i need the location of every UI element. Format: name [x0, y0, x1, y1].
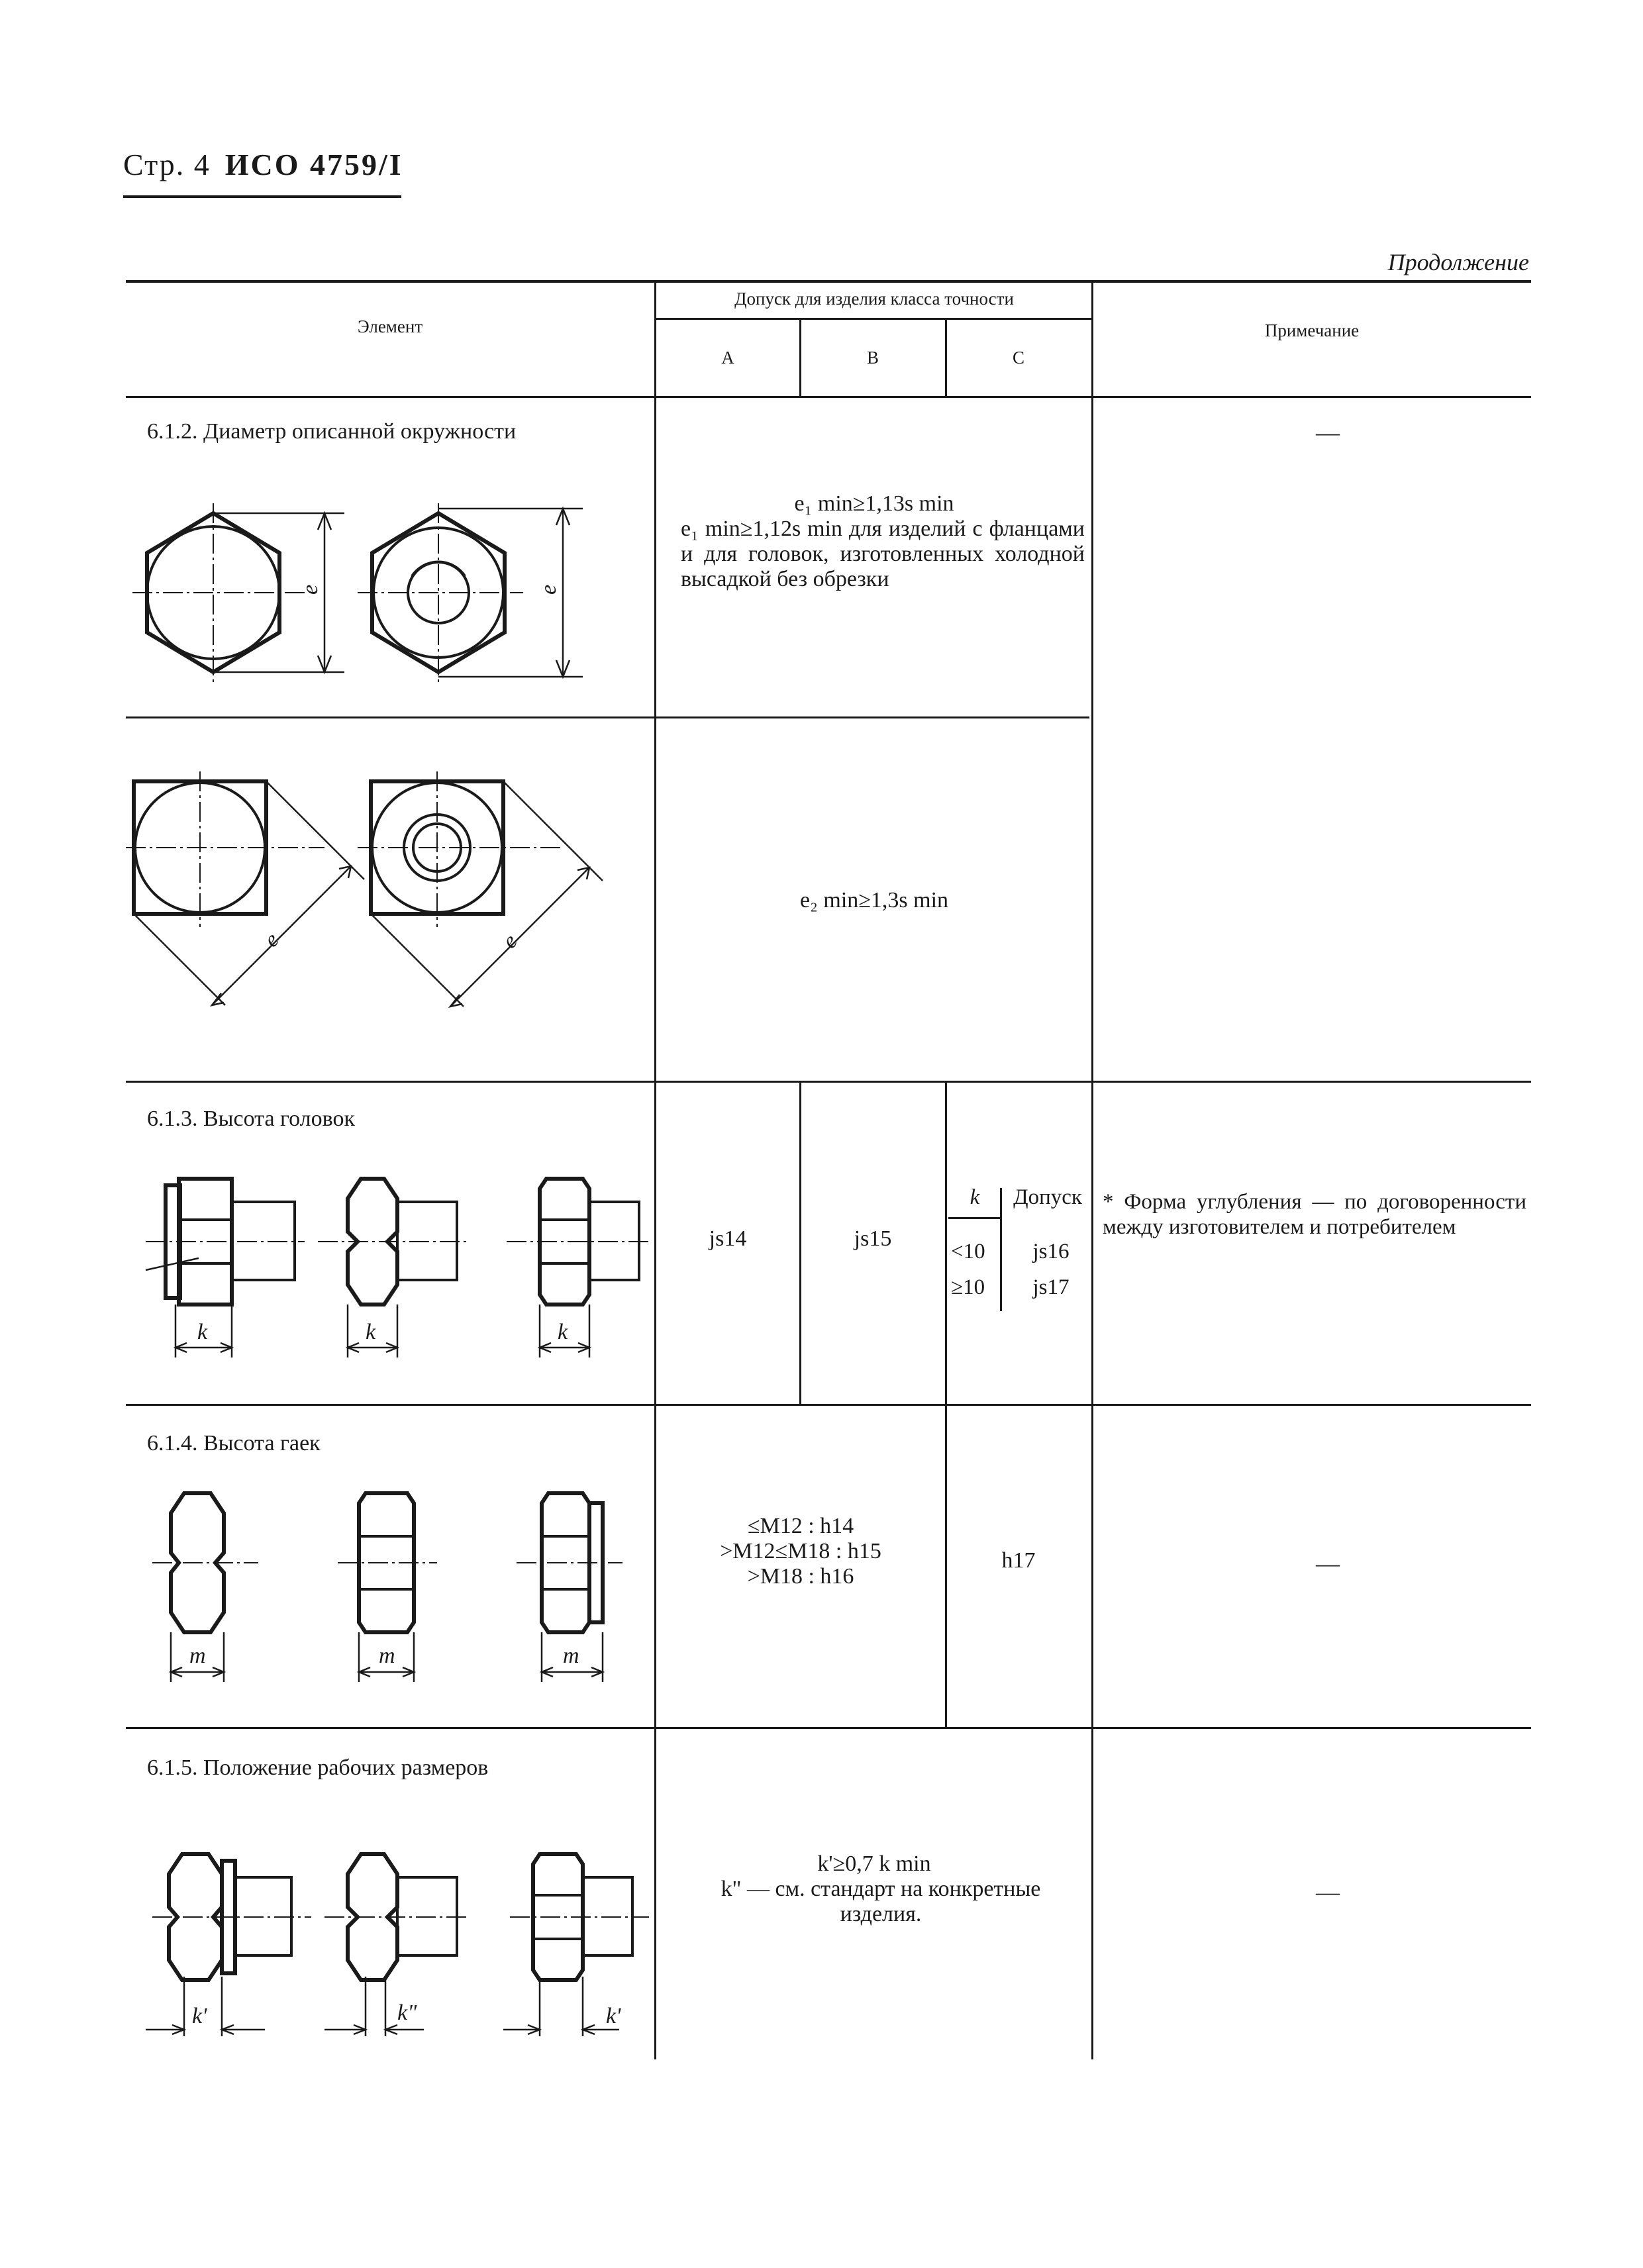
row-612-formula-1: e₁ min≥1,13s min — [794, 491, 954, 516]
row-613-title: 6.1.3. Высота головок — [147, 1107, 355, 1131]
header-tolerance-group: Допуск для изделия класса точности — [734, 289, 1014, 309]
hex-circumscribed-figure — [126, 490, 654, 689]
row-614-line-1: ≤M12 : h14 — [747, 1514, 854, 1538]
dim-label-k: k — [197, 1320, 208, 1344]
dim-label-m: m — [563, 1644, 579, 1668]
square-plain-drawing — [126, 771, 364, 1005]
nut-round-drawing — [152, 1493, 258, 1682]
row-615-formula-1: k'≥0,7 k min — [817, 1851, 931, 1876]
row-612-bottom-rule — [126, 1081, 1531, 1083]
row-613-class-a: js14 — [709, 1226, 747, 1251]
nut-chamfer-drawing — [338, 1493, 437, 1682]
header-class-c: C — [1012, 348, 1024, 368]
row-612-formula-2: e₁ min≥1,12s min для изделий с фланцами и для головок, изготовленных холодной высадкой без обрезки — [681, 517, 1085, 591]
dim-label-e: e — [298, 584, 323, 595]
tol-header-rule — [948, 1217, 1001, 1219]
dim-label-k: k — [366, 1320, 376, 1344]
header-bottom-rule — [126, 396, 1531, 398]
row-615-title: 6.1.5. Положение рабочих размеров — [147, 1755, 489, 1780]
head-round-drawing — [318, 1179, 470, 1357]
tol-row-2-k: ≥10 — [951, 1275, 985, 1299]
row-614-line-3: >M18 : h16 — [747, 1564, 854, 1589]
tol-row-1-value: js16 — [1032, 1240, 1070, 1263]
square-circumscribed-figure — [126, 768, 654, 1046]
row-612-sub-rule — [126, 716, 1089, 718]
tol-row-2-value: js17 — [1032, 1275, 1070, 1299]
row-612-title: 6.1.2. Диаметр описанной окружности — [147, 419, 517, 444]
row-615-note: — — [1316, 1879, 1340, 1905]
row-614-note: — — [1316, 1550, 1340, 1577]
row-613-class-c-table — [948, 1185, 1091, 1311]
header-class-b: B — [866, 348, 879, 368]
row-613-bottom-rule — [126, 1404, 1531, 1406]
square-flange-drawing — [358, 771, 603, 1007]
row-614-title: 6.1.4. Высота гаек — [147, 1431, 321, 1455]
col-rule-note — [1091, 281, 1093, 2059]
row-615-formula-2: k" — см. стандарт на конкретные изделия. — [721, 1877, 1041, 1926]
page-number: Стр. 4 — [123, 148, 211, 181]
dim-label-m: m — [379, 1644, 395, 1668]
gauging-position-figure — [126, 1834, 654, 2059]
gauge-plain-drawing — [503, 1854, 649, 2036]
head-plain-drawing — [507, 1179, 649, 1357]
row-613-note: * Форма углубления — по договоренности между изготовителем и потребителем — [1103, 1190, 1526, 1239]
dim-label-e: e — [259, 927, 284, 952]
tol-col-tolerance-header: Допуск — [1013, 1185, 1082, 1209]
head-height-figure — [126, 1159, 654, 1384]
table-top-rule — [126, 280, 1531, 283]
col-rule-element — [654, 281, 656, 2059]
standard-number: ИСО 4759/I — [224, 148, 403, 181]
gauge-flange-drawing — [146, 1854, 311, 2036]
head-flange-drawing — [146, 1179, 305, 1357]
header-class-a: A — [721, 348, 734, 368]
header-rule — [123, 195, 401, 198]
nut-flange-drawing — [517, 1493, 622, 1682]
header-element: Элемент — [357, 317, 423, 336]
gauge-round-drawing — [324, 1854, 470, 2036]
dim-label-k: k — [558, 1320, 568, 1344]
row-612-formula-square: e₂ min≥1,3s min — [799, 888, 949, 912]
dim-label-e: e — [497, 928, 523, 954]
tolerance-header-rule — [656, 318, 1093, 320]
dim-label-k-double-prime: k" — [397, 2000, 417, 2025]
tol-col-k-header: k — [970, 1185, 980, 1209]
row-614-class-c: h17 — [1001, 1548, 1036, 1573]
dim-label-e: e — [536, 584, 561, 595]
dim-label-m: m — [189, 1644, 206, 1668]
hex-flange-drawing — [358, 503, 583, 683]
dim-label-k-prime: k' — [606, 2004, 621, 2028]
dim-label-k-prime: k' — [192, 2004, 207, 2028]
row-612-note: — — [1316, 419, 1340, 446]
hex-plain-drawing — [132, 503, 344, 683]
row-614-bottom-rule — [126, 1727, 1531, 1729]
continuation-label: Продолжение — [1387, 249, 1529, 275]
nut-height-figure — [126, 1480, 654, 1705]
col-rule-b-613 — [945, 1081, 947, 1404]
page-header — [123, 147, 403, 182]
tol-row-1-k: <10 — [951, 1240, 985, 1263]
row-614-line-2: >M12≤M18 : h15 — [720, 1539, 881, 1563]
row-613-class-b: js15 — [854, 1226, 892, 1251]
header-note: Примечание — [1264, 320, 1360, 340]
